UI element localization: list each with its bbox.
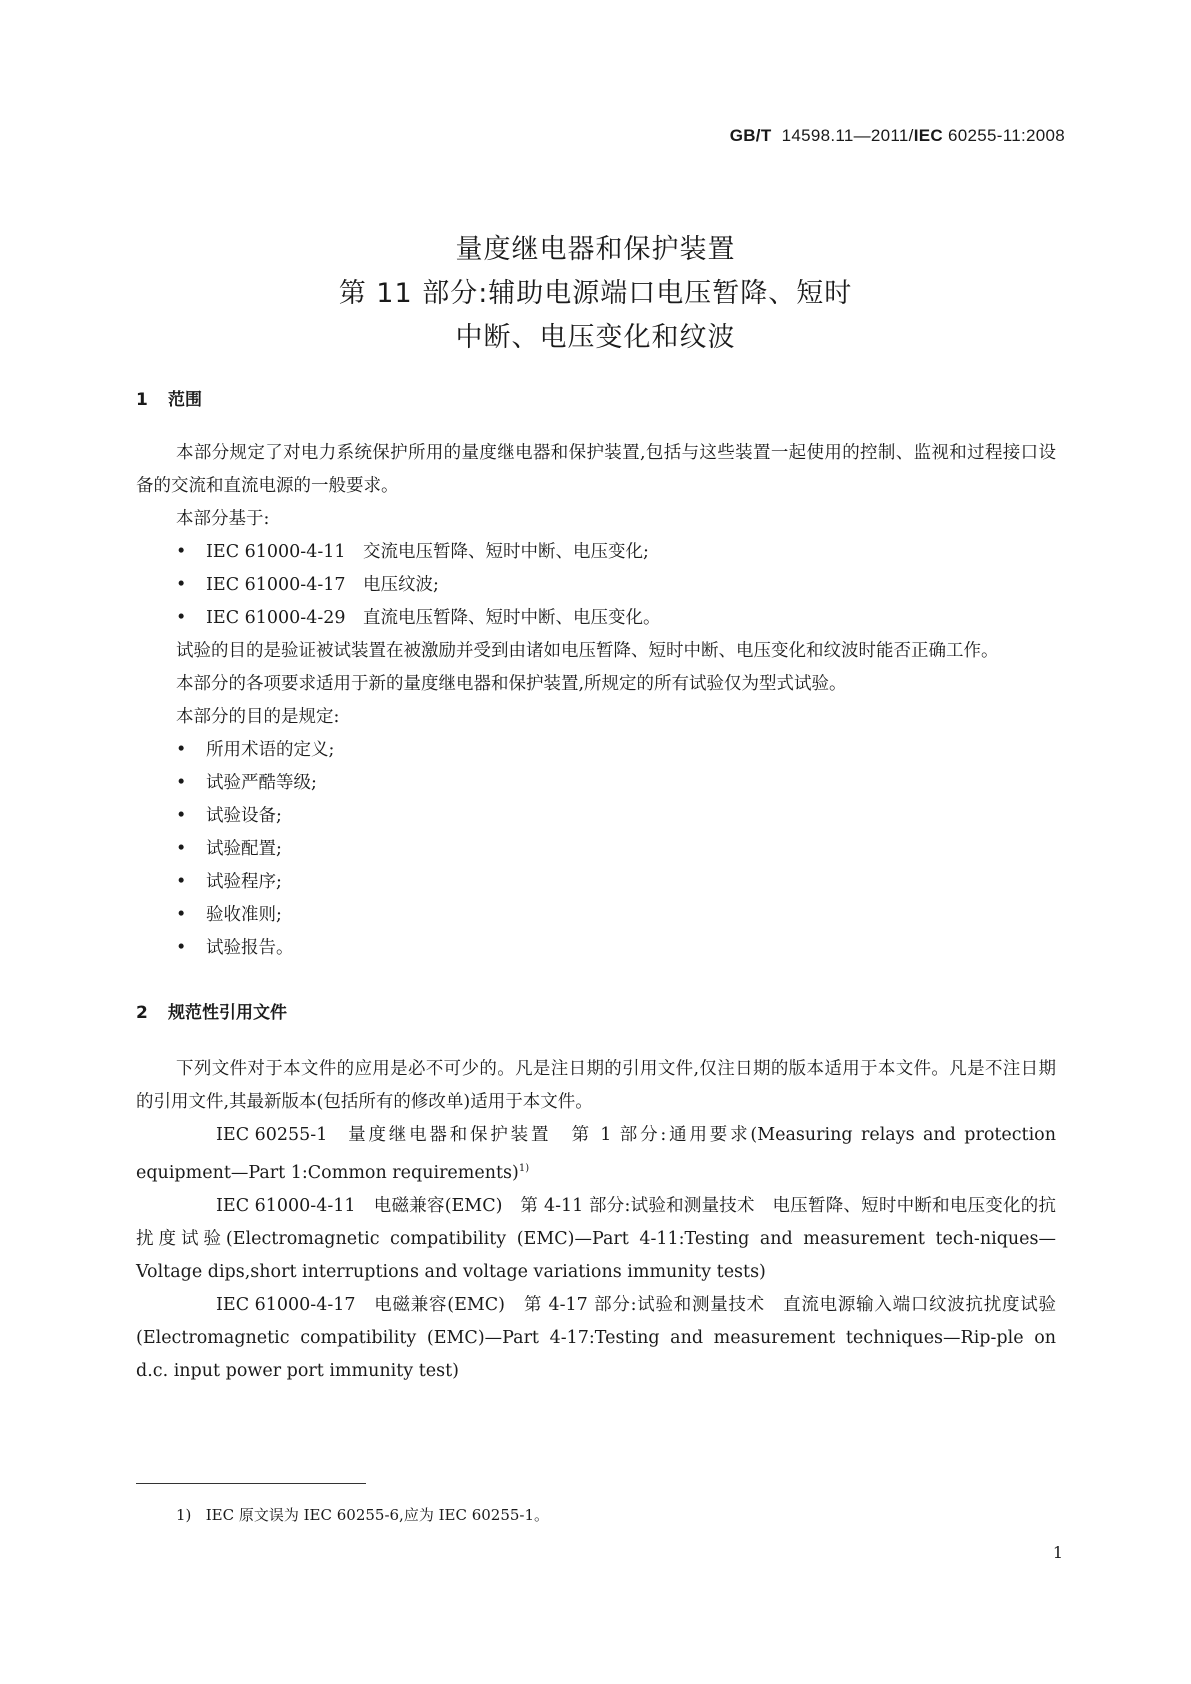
reference-text: 电磁兼容(EMC) 第 4-17 部分:试验和测量技术 直流电源输入端口纹波抗扰度试验(Electromagnetic compatibility (EMC)—Part 4-17:Testing and measurement techniques—Rip-ple on d.c. input power port immunity test) [136,1294,1056,1381]
iec-number: 60255-11:2008 [947,126,1065,145]
reference-text: 电磁兼容(EMC) 第 4-11 部分:试验和测量技术 电压暂降、短时中断和电压变化的抗扰度试验(Electromagnetic compatibility (EMC)—Part 4-11:Testing and measurement tech-niques—Voltage dips,short interruptions and voltage variations immunity tests) [136,1195,1056,1282]
reference-item [136,1289,1056,1388]
footnote-mark: 1) [176,1506,192,1524]
scope-paragraph-5: 本部分的目的是规定: [176,707,340,727]
scope-paragraph-3: 试验的目的是验证被试装置在被激励并受到由诸如电压暂降、短时中断、电压变化和纹波时能否正确工作。 [176,641,999,661]
iec-prefix: IEC [913,126,943,145]
section-1-body [136,437,1056,965]
footnote-marker: 1) [518,1163,530,1174]
title-line-3: 中断、电压变化和纹波 [455,322,736,353]
section-2-heading [136,998,287,1023]
section-1-title: 范围 [168,390,202,410]
reference-item [136,1190,1056,1289]
scope-paragraph-2: 本部分基于: [176,509,270,529]
std-number: 14598.11—2011/ [781,126,914,145]
section-2-number: 2 [136,1003,148,1023]
scope-paragraph-4: 本部分的各项要求适用于新的量度继电器和保护装置,所规定的所有试验仅为型式试验。 [176,674,847,694]
references-intro: 下列文件对于本文件的应用是必不可少的。凡是注日期的引用文件,仅注日期的版本适用于本文件。凡是不注日期的引用文件,其最新版本(包括所有的修改单)适用于本文件。 [136,1059,1056,1112]
reference-code: IEC 61000-4-11 [216,1195,356,1216]
page-number: 1 [1052,1543,1063,1562]
basis-item-2: • IEC 61000-4-17 电压纹波; [136,569,1056,602]
title-line-2: 第 11 部分:辅助电源端口电压暂降、短时 [338,278,853,309]
section-2-body [136,1053,1056,1388]
purpose-item-1: • 所用术语的定义; [136,734,1056,767]
section-2-title: 规范性引用文件 [168,1003,287,1023]
purpose-item-7: • 试验报告。 [136,932,1056,965]
purpose-item-3: • 试验设备; [136,800,1056,833]
document-title [0,228,1191,360]
reference-code: IEC 60255-1 [216,1125,328,1145]
reference-item [136,1119,1056,1190]
reference-code: IEC 61000-4-17 [216,1294,356,1315]
basis-item-1: • IEC 61000-4-11 交流电压暂降、短时中断、电压变化; [136,536,1056,569]
title-line-1: 量度继电器和保护装置 [455,234,736,265]
scope-paragraph-1: 本部分规定了对电力系统保护所用的量度继电器和保护装置,包括与这些装置一起使用的控制、监视和过程接口设备的交流和直流电源的一般要求。 [136,443,1056,496]
section-1-heading [136,385,202,410]
purpose-item-2: • 试验严酷等级; [136,767,1056,800]
footnote-divider [136,1483,366,1484]
reference-text: 量度继电器和保护装置 第 1 部分:通用要求(Measuring relays and protection equipment—Part 1:Common requirements) [136,1125,1056,1183]
footnote-text: IEC 原文误为 IEC 60255-6,应为 IEC 60255-1。 [205,1506,550,1524]
basis-item-3: • IEC 61000-4-29 直流电压暂降、短时中断、电压变化。 [136,602,1056,635]
standard-code-header [730,126,1065,146]
purpose-item-6: • 验收准则; [136,899,1056,932]
std-prefix: GB/T [729,126,772,145]
purpose-item-5: • 试验程序; [136,866,1056,899]
footnote [176,1504,549,1525]
purpose-item-4: • 试验配置; [136,833,1056,866]
section-1-number: 1 [136,390,148,410]
